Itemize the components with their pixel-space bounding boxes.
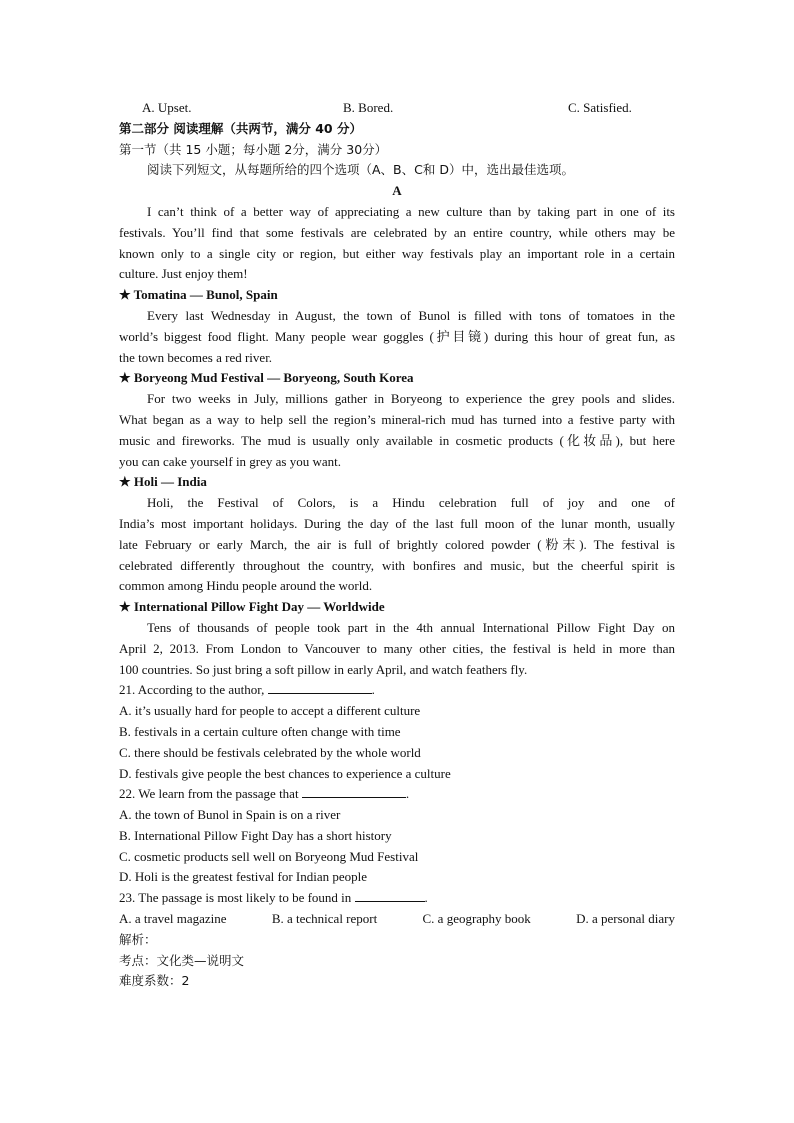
answer-blank <box>302 785 406 798</box>
festival-line: Every last Wednesday in August, the town of Bunol is filled with tons of tomatoes in the <box>147 307 675 323</box>
festival-line: the town becomes a red river. <box>119 349 273 365</box>
festival-line: late February or early March, the air is full of brightly colored powder (粉末). The festival is <box>119 536 675 552</box>
festival-line: Holi, the Festival of Colors, is a Hindu celebration full of joy and one of <box>147 495 675 511</box>
festival-line: you can cake yourself in grey as you want. <box>119 453 342 469</box>
festival-line: What began as a way to help sell the region’s mineral-rich mud has turned into a festive party with <box>119 411 675 427</box>
previous-question-options <box>119 98 675 119</box>
question-option: A. it’s usually hard for people to accept a different culture <box>119 703 421 719</box>
festival-pillow-fight <box>119 597 675 680</box>
festival-line: celebrated differently throughout the country, with bonfires and music, but the cheerful spirit is <box>119 557 675 573</box>
intro-line: I can’t think of a better way of appreciating a new culture than by taking part in one of its <box>147 203 675 219</box>
question-option: A. a travel magazine <box>119 911 227 927</box>
intro-paragraph <box>119 202 675 285</box>
question-option: C. cosmetic products sell well on Boryeong Mud Festival <box>119 848 419 864</box>
festival-title: ★ International Pillow Fight Day — Worldwide <box>119 599 385 615</box>
question-option: B. a technical report <box>271 911 378 927</box>
question-option: B. festivals in a certain culture often change with time <box>119 723 401 739</box>
answer-blank <box>268 681 372 694</box>
question-option: A. the town of Bunol in Spain is on a river <box>119 807 341 823</box>
question-21 <box>119 680 675 784</box>
exam-page <box>119 98 675 992</box>
question-stem <box>119 888 675 909</box>
festival-holi <box>119 472 675 597</box>
option-c: C. Satisfied. <box>568 100 632 115</box>
intro-line: known only to a single city or region, but either way festivals play an important role in a certain <box>119 245 675 261</box>
festival-title: ★ Tomatina — Bunol, Spain <box>119 287 278 303</box>
festival-boryeong <box>119 368 675 472</box>
passage-label: A <box>392 183 402 199</box>
festival-line: India’s most important holidays. During the day of the last full moon of the lunar month, usually <box>119 515 675 531</box>
question-stem <box>119 784 675 805</box>
festival-line: world’s biggest food flight. Many people wear goggles (护目镜) during this hour of great fun, as <box>119 328 675 344</box>
question-option: D. a personal diary <box>576 911 675 927</box>
festival-line: common among Hindu people around the world. <box>119 578 373 594</box>
question-options-row <box>119 909 675 930</box>
festival-title: ★ Boryeong Mud Festival — Boryeong, South Korea <box>119 370 414 386</box>
question-option: B. International Pillow Fight Day has a short history <box>119 827 392 843</box>
instruction: 阅读下列短文，从每题所给的四个选项（A、B、C和 D）中，选出最佳选项。 <box>147 162 574 178</box>
festival-line: 100 countries. So just bring a soft pillow in early April, and watch feathers fly. <box>119 661 528 677</box>
subsection-heading: 第一节（共 15 小题；每小题 2分，满分 30分） <box>119 141 388 157</box>
question-period: . <box>371 682 375 698</box>
question-stem-text: 23. The passage is most likely to be found in <box>119 890 352 906</box>
section-heading: 第二部分 阅读理解（共两节，满分 40 分） <box>119 120 362 136</box>
festival-tomatina <box>119 285 675 368</box>
topic-label: 考点：文化类—说明文 <box>119 952 245 968</box>
question-option: D. festivals give people the best chances to experience a culture <box>119 765 451 781</box>
question-option: C. a geography book <box>422 911 531 927</box>
intro-line: culture. Just enjoy them! <box>119 266 248 282</box>
question-option: D. Holi is the greatest festival for Indian people <box>119 869 368 885</box>
question-22 <box>119 784 675 888</box>
analysis-label: 解析： <box>119 931 157 947</box>
question-period: . <box>424 890 428 906</box>
festival-line: music and fireworks. The mud is usually only available in cosmetic products (化妆品), but here <box>119 432 675 448</box>
option-b: B. Bored. <box>343 100 394 115</box>
question-period: . <box>405 786 410 802</box>
answer-blank <box>355 889 425 902</box>
option-a: A. Upset. <box>142 100 192 115</box>
question-23 <box>119 888 675 930</box>
festival-line: For two weeks in July, millions gather in Boryeong to experience the grey pools and slides. <box>147 391 675 407</box>
question-stem-text: 21. According to the author, <box>119 682 265 698</box>
question-stem-text: 22. We learn from the passage that <box>119 786 299 802</box>
festival-line: Tens of thousands of people took part in the 4th annual International Pillow Fight Day on <box>147 619 675 635</box>
intro-line: festivals. You’ll find that some festivals are celebrated by an entire country, while others may be <box>119 224 675 240</box>
festival-title: ★ Holi — India <box>119 474 207 490</box>
difficulty-label: 难度系数：2 <box>119 973 190 989</box>
question-option: C. there should be festivals celebrated by the whole world <box>119 744 421 760</box>
question-stem <box>119 680 675 701</box>
festival-line: April 2, 2013. From London to Vancouver to many other cities, the festival is held in more than <box>119 640 675 656</box>
